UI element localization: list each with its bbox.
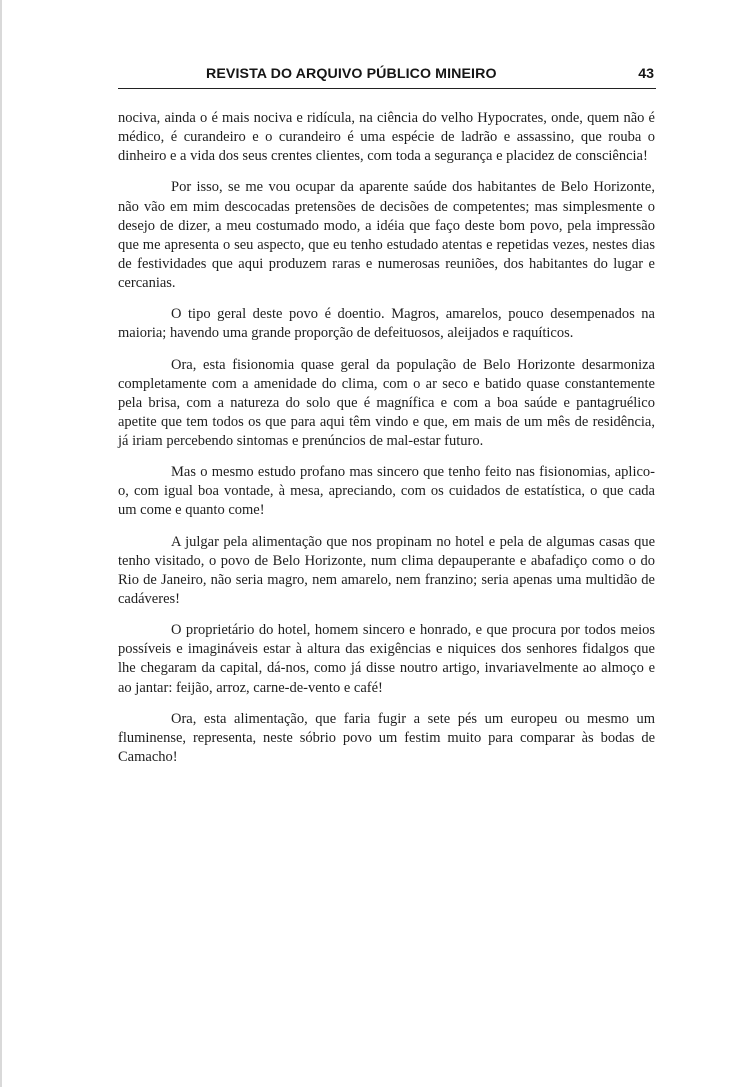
paragraph: Ora, esta fisionomia quase geral da população de Belo Horizonte desarmoniza completamente com a amenidade do clima, com o ar seco e batido quase constantemente pela brisa, com a natureza do solo que é magnífica e com a boa saúde e pantagruélico apetite que tem todos os que para aqui têm vindo e que, em mais de um mês de residência, já iriam percebendo sintomas e prenúncios de mal-estar futuro. <box>118 356 655 449</box>
running-header <box>118 66 656 89</box>
paragraph: Mas o mesmo estudo profano mas sincero que tenho feito nas fisionomias, aplico-o, com igual boa vontade, à mesa, apreciando, com os cuidados de estatística, o que cada um come e quanto come! <box>118 464 655 519</box>
article-body <box>118 109 655 767</box>
paragraph: Por isso, se me vou ocupar da aparente saúde dos habitantes de Belo Horizonte, não vão em mim descocadas pretensões de decisões de competentes; mas simplesmente o desejo de dizer, a meu costumado modo, a idéia que faço deste bom povo, pela impressão que me apresenta o seu aspecto, que eu tenho estudado atentas e repetidas vezes, nestes dias de festividades que aqui produzem raras e numerosas reuniões, dos habitantes do lugar e cercanias. <box>118 179 655 291</box>
paragraph: O proprietário do hotel, homem sincero e honrado, e que procura por todos meios possíveis e imagináveis estar à altura das exigências e niquices dos senhores fidalgos que lhe chegaram da capital, dá-nos, como já disse noutro artigo, invariavelmente ao almoço e ao jantar: feijão, arroz, carne-de-vento e café! <box>118 622 655 696</box>
paragraph: O tipo geral deste povo é doentio. Magros, amarelos, pouco desempenados na maioria; havendo uma grande proporção de defeituosos, aleijados e raquíticos. <box>118 306 655 342</box>
paragraph: nociva, ainda o é mais nociva e ridícula, na ciência do velho Hypocrates, onde, quem não é médico, é curandeiro e o curandeiro é uma espécie de ladrão e assassino, que rouba o dinheiro e a vida dos seus crentes clientes, com toda a segurança e placidez de consciência! <box>118 110 655 165</box>
paragraph: Ora, esta alimentação, que faria fugir a sete pés um europeu ou mesmo um fluminense, representa, neste sóbrio povo um festim muito para comparar às bodas de Camacho! <box>118 710 655 766</box>
page-number: 43 <box>638 66 654 82</box>
page-edge <box>0 0 2 1087</box>
journal-title: REVISTA DO ARQUIVO PÚBLICO MINEIRO <box>206 66 497 82</box>
paragraph: A julgar pela alimentação que nos propinam no hotel e pela de algumas casas que tenho visitado, o povo de Belo Horizonte, num clima depauperante e abafadiço como o do Rio de Janeiro, não seria magro, nem amarelo, nem franzino; seria apenas uma multidão de cadáveres! <box>118 533 655 607</box>
